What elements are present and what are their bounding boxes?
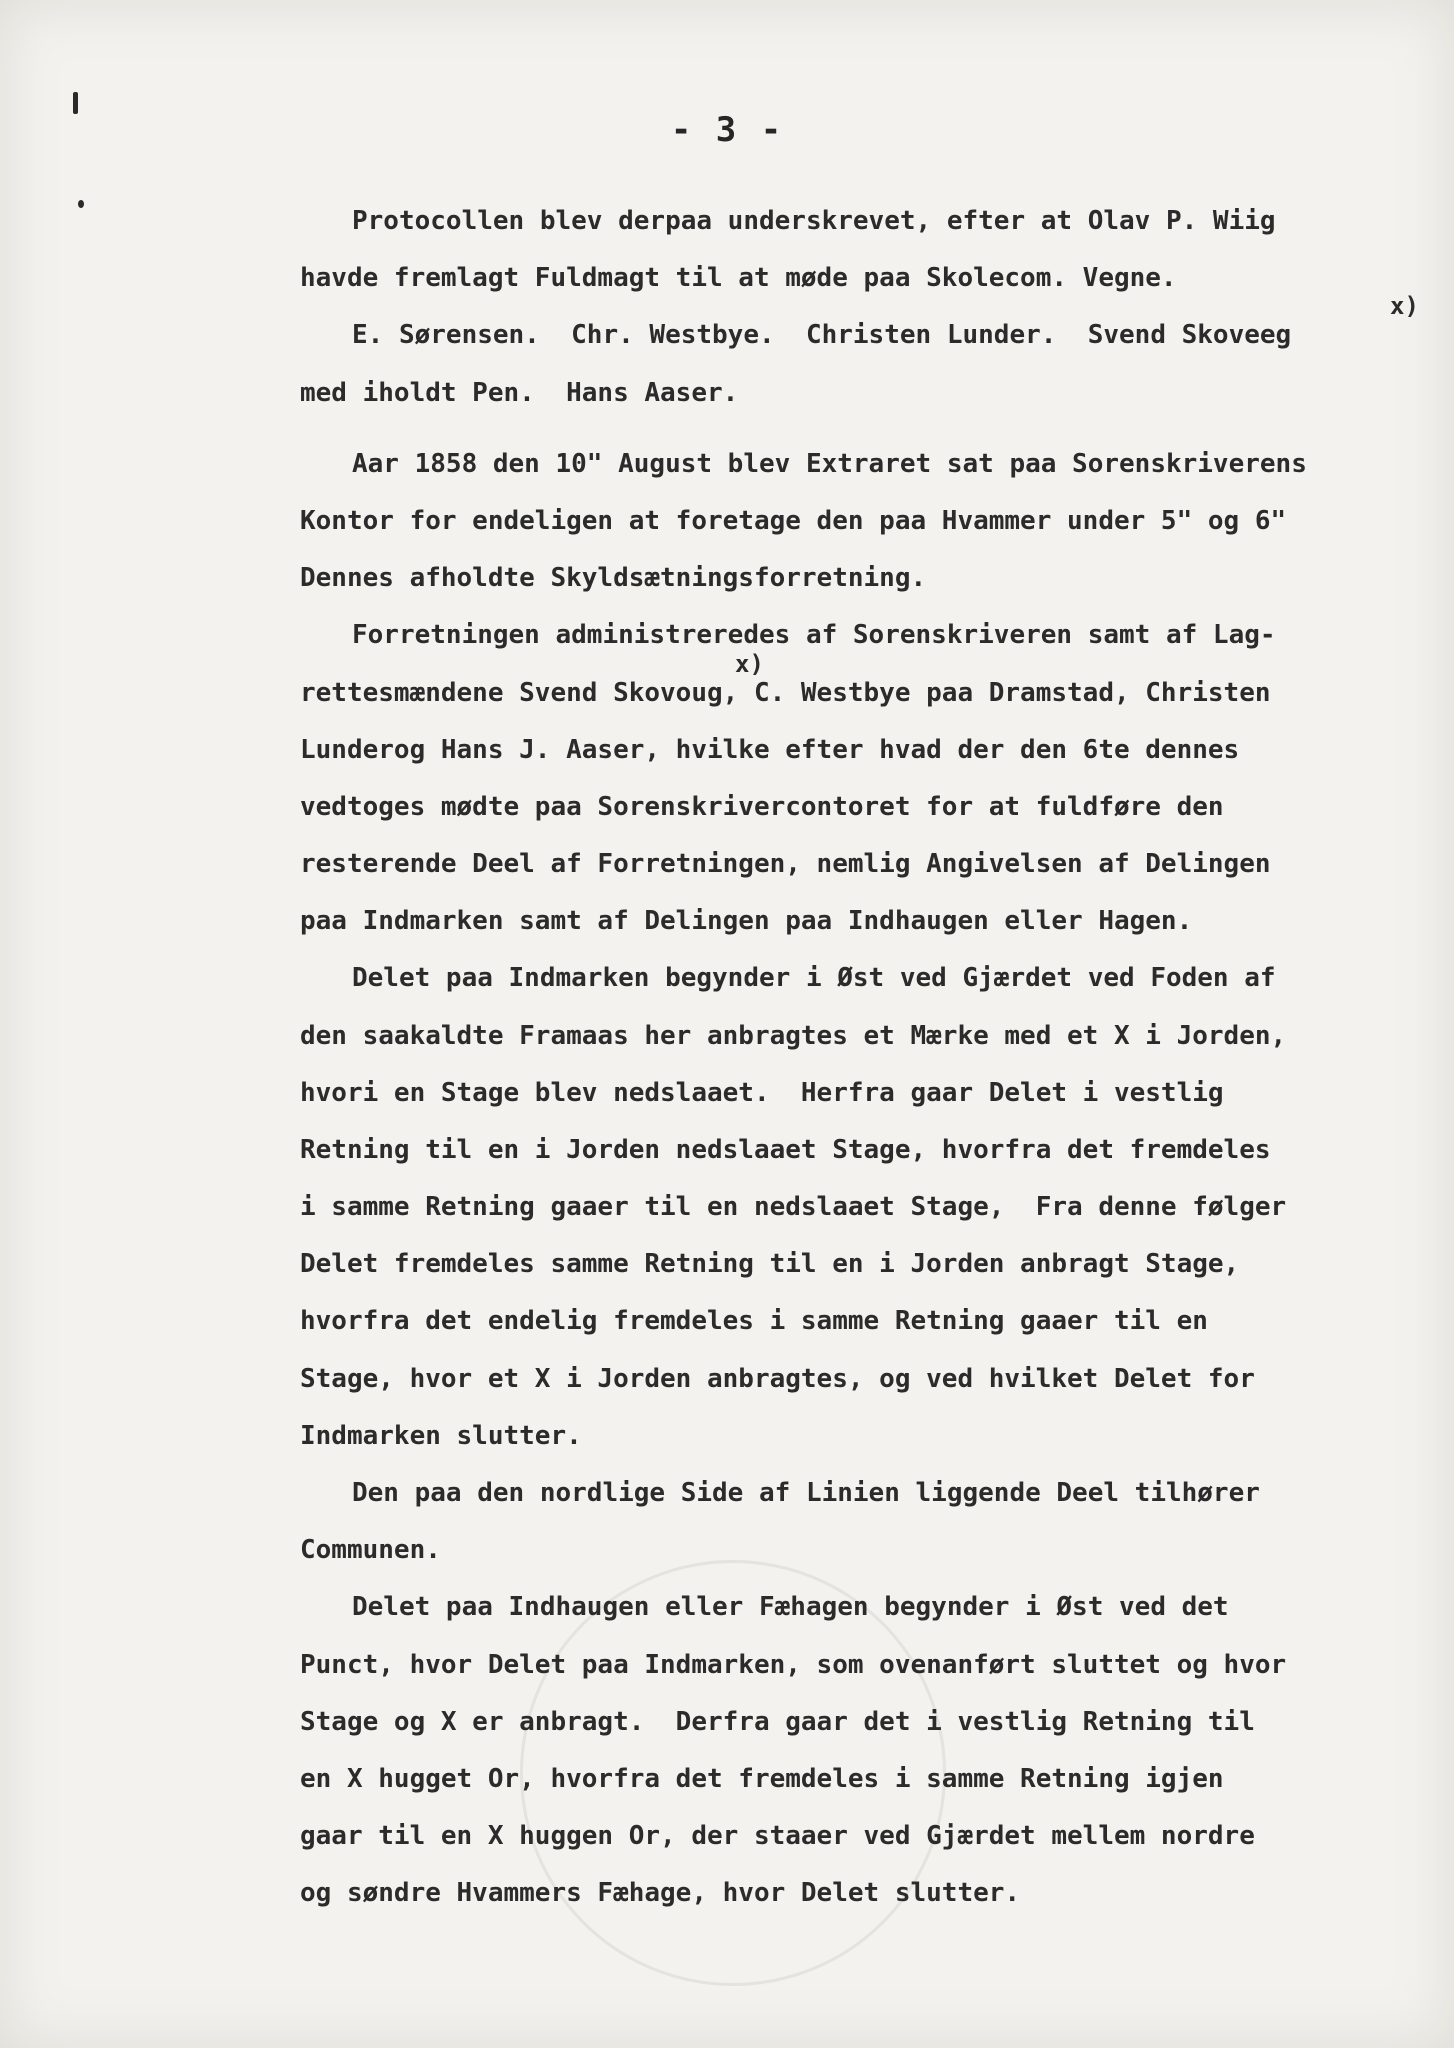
text-line: paa Indmarken samt af Delingen paa Indhaugen eller Hagen. [300, 906, 1193, 936]
footnote-mark: x) [735, 650, 764, 678]
text-line: Delet paa Indmarken begynder i Øst ved Gjærdet ved Foden af [352, 963, 1276, 993]
text-line: Delet fremdeles samme Retning til en i Jorden anbragt Stage, [300, 1249, 1240, 1279]
text-line: Delet paa Indhaugen eller Fæhagen begynder i Øst ved det [352, 1592, 1229, 1622]
text-line: Dennes afholdte Skyldsætningsforretning. [300, 563, 927, 593]
text-line: vedtoges mødte paa Sorenskrivercontoret for at fuldføre den [300, 792, 1224, 822]
text-line: Communen. [300, 1535, 441, 1565]
text-line: Indmarken slutter. [300, 1421, 582, 1451]
text-line: Protocollen blev derpaa underskrevet, efter at Olav P. Wiig [352, 206, 1276, 236]
text-line: en X hugget Or, hvorfra det fremdeles i samme Retning igjen [300, 1764, 1224, 1794]
text-line: havde fremlagt Fuldmagt til at møde paa Skolecom. Vegne. [300, 263, 1177, 293]
text-line: rettesmændene Svend Skovoug, C. Westbye paa Dramstad, Christen [300, 678, 1271, 708]
text-line: Retning til en i Jorden nedslaaet Stage, hvorfra det fremdeles [300, 1135, 1271, 1165]
text-line: Stage, hvor et X i Jorden anbragtes, og ved hvilket Delet for [300, 1364, 1255, 1394]
text-line: Lunderog Hans J. Aaser, hvilke efter hvad der den 6te dennes [300, 735, 1240, 765]
text-line: Den paa den nordlige Side af Linien liggende Deel tilhører [352, 1478, 1260, 1508]
text-line: i samme Retning gaaer til en nedslaaet Stage, Fra denne følger [300, 1192, 1287, 1222]
text-line: hvori en Stage blev nedslaaet. Herfra gaar Delet i vestlig [300, 1078, 1224, 1108]
text-line: E. Sørensen. Chr. Westbye. Christen Lunder. Svend Skoveeg [352, 320, 1292, 350]
text-line: Punct, hvor Delet paa Indmarken, som ovenanført sluttet og hvor [300, 1650, 1287, 1680]
text-line: hvorfra det endelig fremdeles i samme Retning gaaer til en [300, 1306, 1208, 1336]
text-line: med iholdt Pen. Hans Aaser. [300, 378, 739, 408]
page-number: - 3 - [670, 110, 784, 150]
text-line: og søndre Hvammers Fæhage, hvor Delet slutter. [300, 1878, 1021, 1908]
text-line: gaar til en X huggen Or, der staaer ved Gjærdet mellem nordre [300, 1821, 1255, 1851]
margin-dot [78, 200, 84, 208]
text-line: Aar 1858 den 10" August blev Extraret sat paa Sorenskriverens [352, 449, 1307, 479]
text-line: Stage og X er anbragt. Derfra gaar det i vestlig Retning til [300, 1707, 1255, 1737]
text-line: Forretningen administreredes af Sorenskriveren samt af Lag- [352, 620, 1276, 650]
text-line: resterende Deel af Forretningen, nemlig Angivelsen af Delingen [300, 849, 1271, 879]
text-line: den saakaldte Framaas her anbragtes et Mærke med et X i Jorden, [300, 1021, 1287, 1051]
text-line: Kontor for endeligen at foretage den paa Hvammer under 5" og 6" [300, 506, 1287, 536]
footnote-mark: x) [1390, 292, 1419, 320]
